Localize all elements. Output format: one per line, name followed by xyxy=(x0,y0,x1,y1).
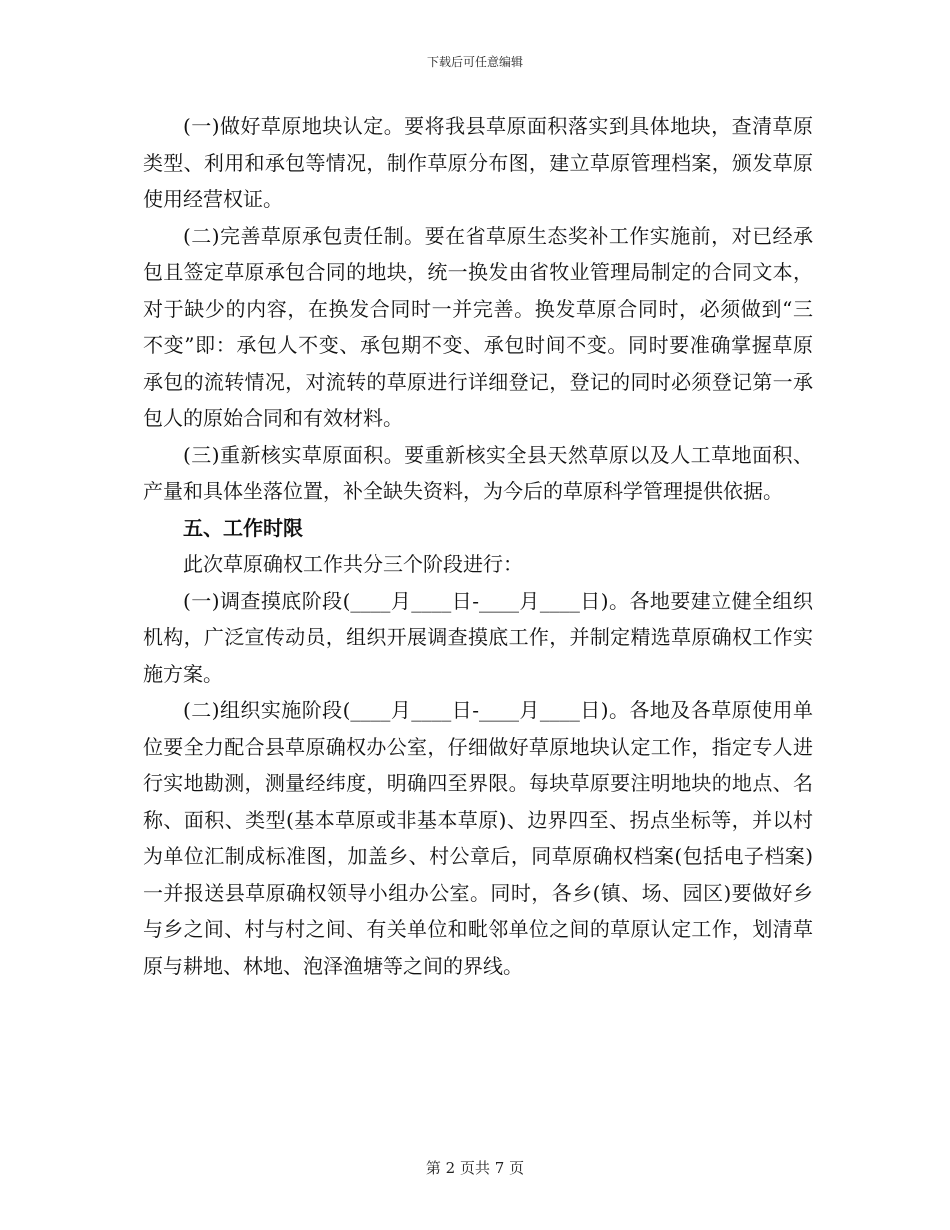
paragraph-implementation-stage: (二)组织实施阶段(____月____日-____月____日)。各地及各草原使用单位要全力配合县草原确权办公室，仔细做好草原地块认定工作，指定专人进行实地勘测，测量经纬度，明确四至界限。每块草原要注明地块的地点、名称、面积、类型(基本草原或非基本草原)、边界四至、拐点坐标等，并以村为单位汇制成标准图，加盖乡、村公章后，同草原确权档案(包括电子档案)一并报送县草原确权领导小组办公室。同时，各乡(镇、场、园区)要做好乡与乡之间、村与村之间、有关单位和毗邻单位之间的草原认定工作，划清草原与耕地、林地、泡泽渔塘等之间的界线。 xyxy=(143,698,813,978)
section-heading-time-limit: 五、工作时限 xyxy=(183,515,303,540)
paragraph-grassland-plot-identification: (一)做好草原地块认定。要将我县草原面积落实到具体地块，查清草原类型、利用和承包等情况，制作草原分布图，建立草原管理档案，颁发草原使用经营权证。 xyxy=(143,114,813,211)
paragraph-area-verification: (三)重新核实草原面积。要重新核实全县天然草原以及人工草地面积、产量和具体坐落位置，补全缺失资料，为今后的草原科学管理提供依据。 xyxy=(143,442,813,503)
paragraph-contract-responsibility: (二)完善草原承包责任制。要在省草原生态奖补工作实施前，对已经承包且签定草原承包合同的地块，统一换发由省牧业管理局制定的合同文本，对于缺少的内容，在换发合同时一并完善。换发草原合同时，必须做到“三不变”即：承包人不变、承包期不变、承包时间不变。同时要准确掌握草原承包的流转情况，对流转的草原进行详细登记，登记的同时必须登记第一承包人的原始合同和有效材料。 xyxy=(143,223,813,430)
page-header: 下载后可任意编辑 xyxy=(426,55,523,69)
page-footer: 第 2 页共 7 页 xyxy=(425,1159,525,1177)
document-body xyxy=(143,108,813,984)
paragraph-survey-stage: (一)调查摸底阶段(____月____日-____月____日)。各地要建立健全组织机构，广泛宣传动员，组织开展调查摸底工作，并制定精选草原确权工作实施方案。 xyxy=(143,588,813,686)
paragraph-stages-intro: 此次草原确权工作共分三个阶段进行： xyxy=(183,552,523,576)
